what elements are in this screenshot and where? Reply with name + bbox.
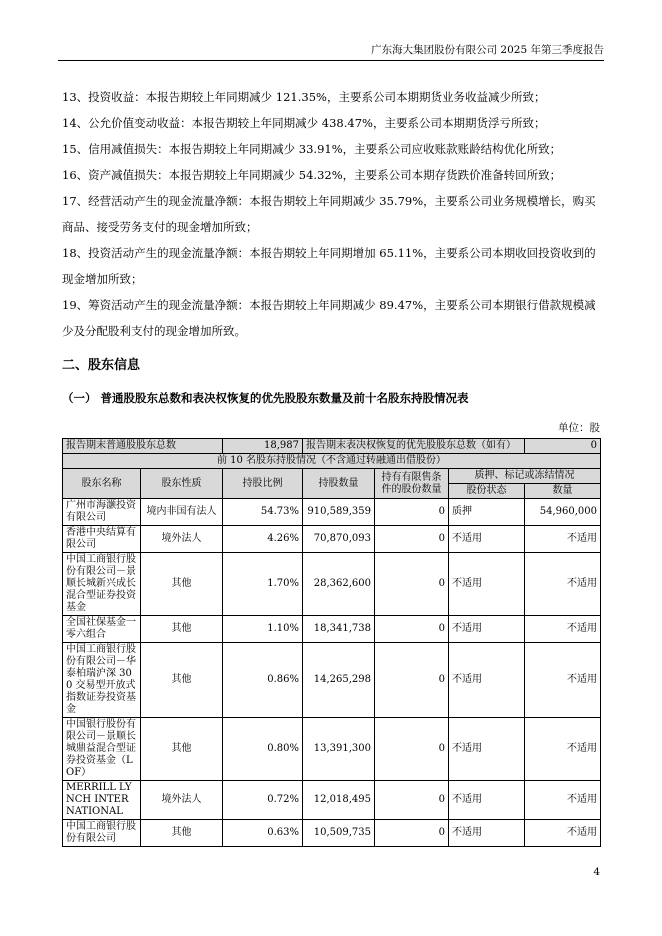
holder-ratio: 0.63% — [223, 820, 303, 847]
table-row — [63, 781, 601, 820]
holder-pledge-status: 不适用 — [449, 526, 525, 553]
header-rule — [58, 60, 604, 61]
holder-ratio: 54.73% — [223, 499, 303, 526]
holder-nature: 其他 — [141, 820, 223, 847]
page-number: 4 — [593, 866, 600, 878]
holder-nature: 其他 — [141, 643, 223, 718]
value-pref-holders: 0 — [525, 439, 601, 454]
holder-pledge-amount: 54,960,000 — [525, 499, 601, 526]
holder-name: 中国银行股份有限公司－景顺长城鼎益混合型证券投资基金（LOF） — [63, 718, 141, 781]
holder-restricted: 0 — [375, 616, 449, 643]
holder-restricted: 0 — [375, 643, 449, 718]
table-row — [63, 643, 601, 718]
holder-name: 全国社保基金一零六组合 — [63, 616, 141, 643]
header-ratio: 持股比例 — [223, 469, 303, 499]
value-common-holders: 18,987 — [223, 439, 303, 454]
shareholders-table — [62, 438, 601, 847]
holder-pledge-amount: 不适用 — [525, 526, 601, 553]
holder-rows — [63, 499, 601, 847]
note-16: 16、资产减值损失：本报告期较上年同期减少 54.32%，主要系公司本期存货跌价准备转回所致； — [62, 168, 562, 182]
holder-shares: 10,509,735 — [303, 820, 375, 847]
holder-name: 中国工商银行股份有限公司 — [63, 820, 141, 847]
holder-ratio: 4.26% — [223, 526, 303, 553]
holder-restricted: 0 — [375, 820, 449, 847]
holder-shares: 70,870,093 — [303, 526, 375, 553]
holder-nature: 其他 — [141, 553, 223, 616]
holder-pledge-status: 质押 — [449, 499, 525, 526]
holder-shares: 14,265,298 — [303, 643, 375, 718]
holder-nature: 境内非国有法人 — [141, 499, 223, 526]
holder-name: MERRILL LYNCH INTERNATIONAL — [63, 781, 141, 820]
holder-shares: 12,018,495 — [303, 781, 375, 820]
table-row — [63, 499, 601, 526]
table-row — [63, 820, 601, 847]
top10-caption-row — [63, 454, 601, 469]
holder-restricted: 0 — [375, 781, 449, 820]
header-amount: 数量 — [525, 484, 601, 499]
holder-restricted: 0 — [375, 718, 449, 781]
subsection-title: （一） 普通股股东总数和表决权恢复的优先股股东数量及前十名股东持股情况表 — [62, 391, 469, 405]
holder-pledge-status: 不适用 — [449, 616, 525, 643]
holder-shares: 28,362,600 — [303, 553, 375, 616]
section-title: 二、股东信息 — [62, 358, 141, 373]
holder-ratio: 1.10% — [223, 616, 303, 643]
holder-ratio: 0.72% — [223, 781, 303, 820]
holder-pledge-status: 不适用 — [449, 643, 525, 718]
header-restricted: 持有有限售条件的股份数量 — [375, 469, 449, 499]
holder-pledge-amount: 不适用 — [525, 718, 601, 781]
holder-pledge-status: 不适用 — [449, 553, 525, 616]
header-name: 股东名称 — [63, 469, 141, 499]
holder-ratio: 0.80% — [223, 718, 303, 781]
holder-pledge-status: 不适用 — [449, 781, 525, 820]
holder-name: 香港中央结算有限公司 — [63, 526, 141, 553]
note-13: 13、投资收益：本报告期较上年同期减少 121.35%，主要系公司本期期货业务收益减少所致； — [62, 90, 546, 104]
table-row — [63, 553, 601, 616]
holder-nature: 其他 — [141, 616, 223, 643]
table-row — [63, 526, 601, 553]
holder-ratio: 0.86% — [223, 643, 303, 718]
table-row — [63, 718, 601, 781]
holder-name: 中国工商银行股份有限公司－景顺长城新兴成长混合型证券投资基金 — [63, 553, 141, 616]
holder-shares: 910,589,359 — [303, 499, 375, 526]
unit-label: 单位：股 — [558, 422, 600, 434]
note-14: 14、公允价值变动收益：本报告期较上年同期减少 438.47%，主要系公司本期期货浮亏所致； — [62, 116, 546, 130]
holder-pledge-status: 不适用 — [449, 820, 525, 847]
header-row-1 — [63, 469, 601, 484]
notes-block — [62, 84, 600, 344]
holder-nature: 其他 — [141, 718, 223, 781]
label-pref-holders: 报告期末表决权恢复的优先股股东总数（如有） — [303, 439, 525, 454]
holder-restricted: 0 — [375, 499, 449, 526]
holder-pledge-status: 不适用 — [449, 718, 525, 781]
header-shares: 持股数量 — [303, 469, 375, 499]
holder-ratio: 1.70% — [223, 553, 303, 616]
holder-name: 中国工商银行股份有限公司－华泰柏瑞沪深 300 交易型开放式指数证券投资基金 — [63, 643, 141, 718]
top10-caption: 前 10 名股东持股情况（不含通过转融通出借股份） — [63, 454, 601, 469]
summary-row — [63, 439, 601, 454]
holder-nature: 境外法人 — [141, 526, 223, 553]
label-common-holders: 报告期末普通股股东总数 — [63, 439, 223, 454]
header-nature: 股东性质 — [141, 469, 223, 499]
holder-name: 广州市海灏投资有限公司 — [63, 499, 141, 526]
holder-pledge-amount: 不适用 — [525, 643, 601, 718]
holder-restricted: 0 — [375, 526, 449, 553]
note-17: 17、经营活动产生的现金流量净额：本报告期较上年同期减少 35.79%，主要系公司业务规模增长，购买商品、接受劳务支付的现金增加所致； — [62, 194, 596, 234]
holder-nature: 境外法人 — [141, 781, 223, 820]
holder-shares: 18,341,738 — [303, 616, 375, 643]
holder-pledge-amount: 不适用 — [525, 616, 601, 643]
note-18: 18、投资活动产生的现金流量净额：本报告期较上年同期增加 65.11%，主要系公司本期收回投资收到的现金增加所致； — [62, 246, 596, 286]
holder-pledge-amount: 不适用 — [525, 820, 601, 847]
header-pledge: 质押、标记或冻结情况 — [449, 469, 601, 484]
holder-pledge-amount: 不适用 — [525, 781, 601, 820]
note-19: 19、筹资活动产生的现金流量净额：本报告期较上年同期减少 89.47%，主要系公司本期银行借款规模减少及分配股利支付的现金增加所致。 — [62, 298, 596, 338]
holder-restricted: 0 — [375, 553, 449, 616]
running-header: 广东海大集团股份有限公司 2025 年第三季度报告 — [371, 44, 604, 56]
holder-pledge-amount: 不适用 — [525, 553, 601, 616]
note-15: 15、信用减值损失：本报告期较上年同期减少 33.91%，主要系公司应收账款账龄结构优化所致； — [62, 142, 562, 156]
holder-shares: 13,391,300 — [303, 718, 375, 781]
header-status: 股份状态 — [449, 484, 525, 499]
table-row — [63, 616, 601, 643]
